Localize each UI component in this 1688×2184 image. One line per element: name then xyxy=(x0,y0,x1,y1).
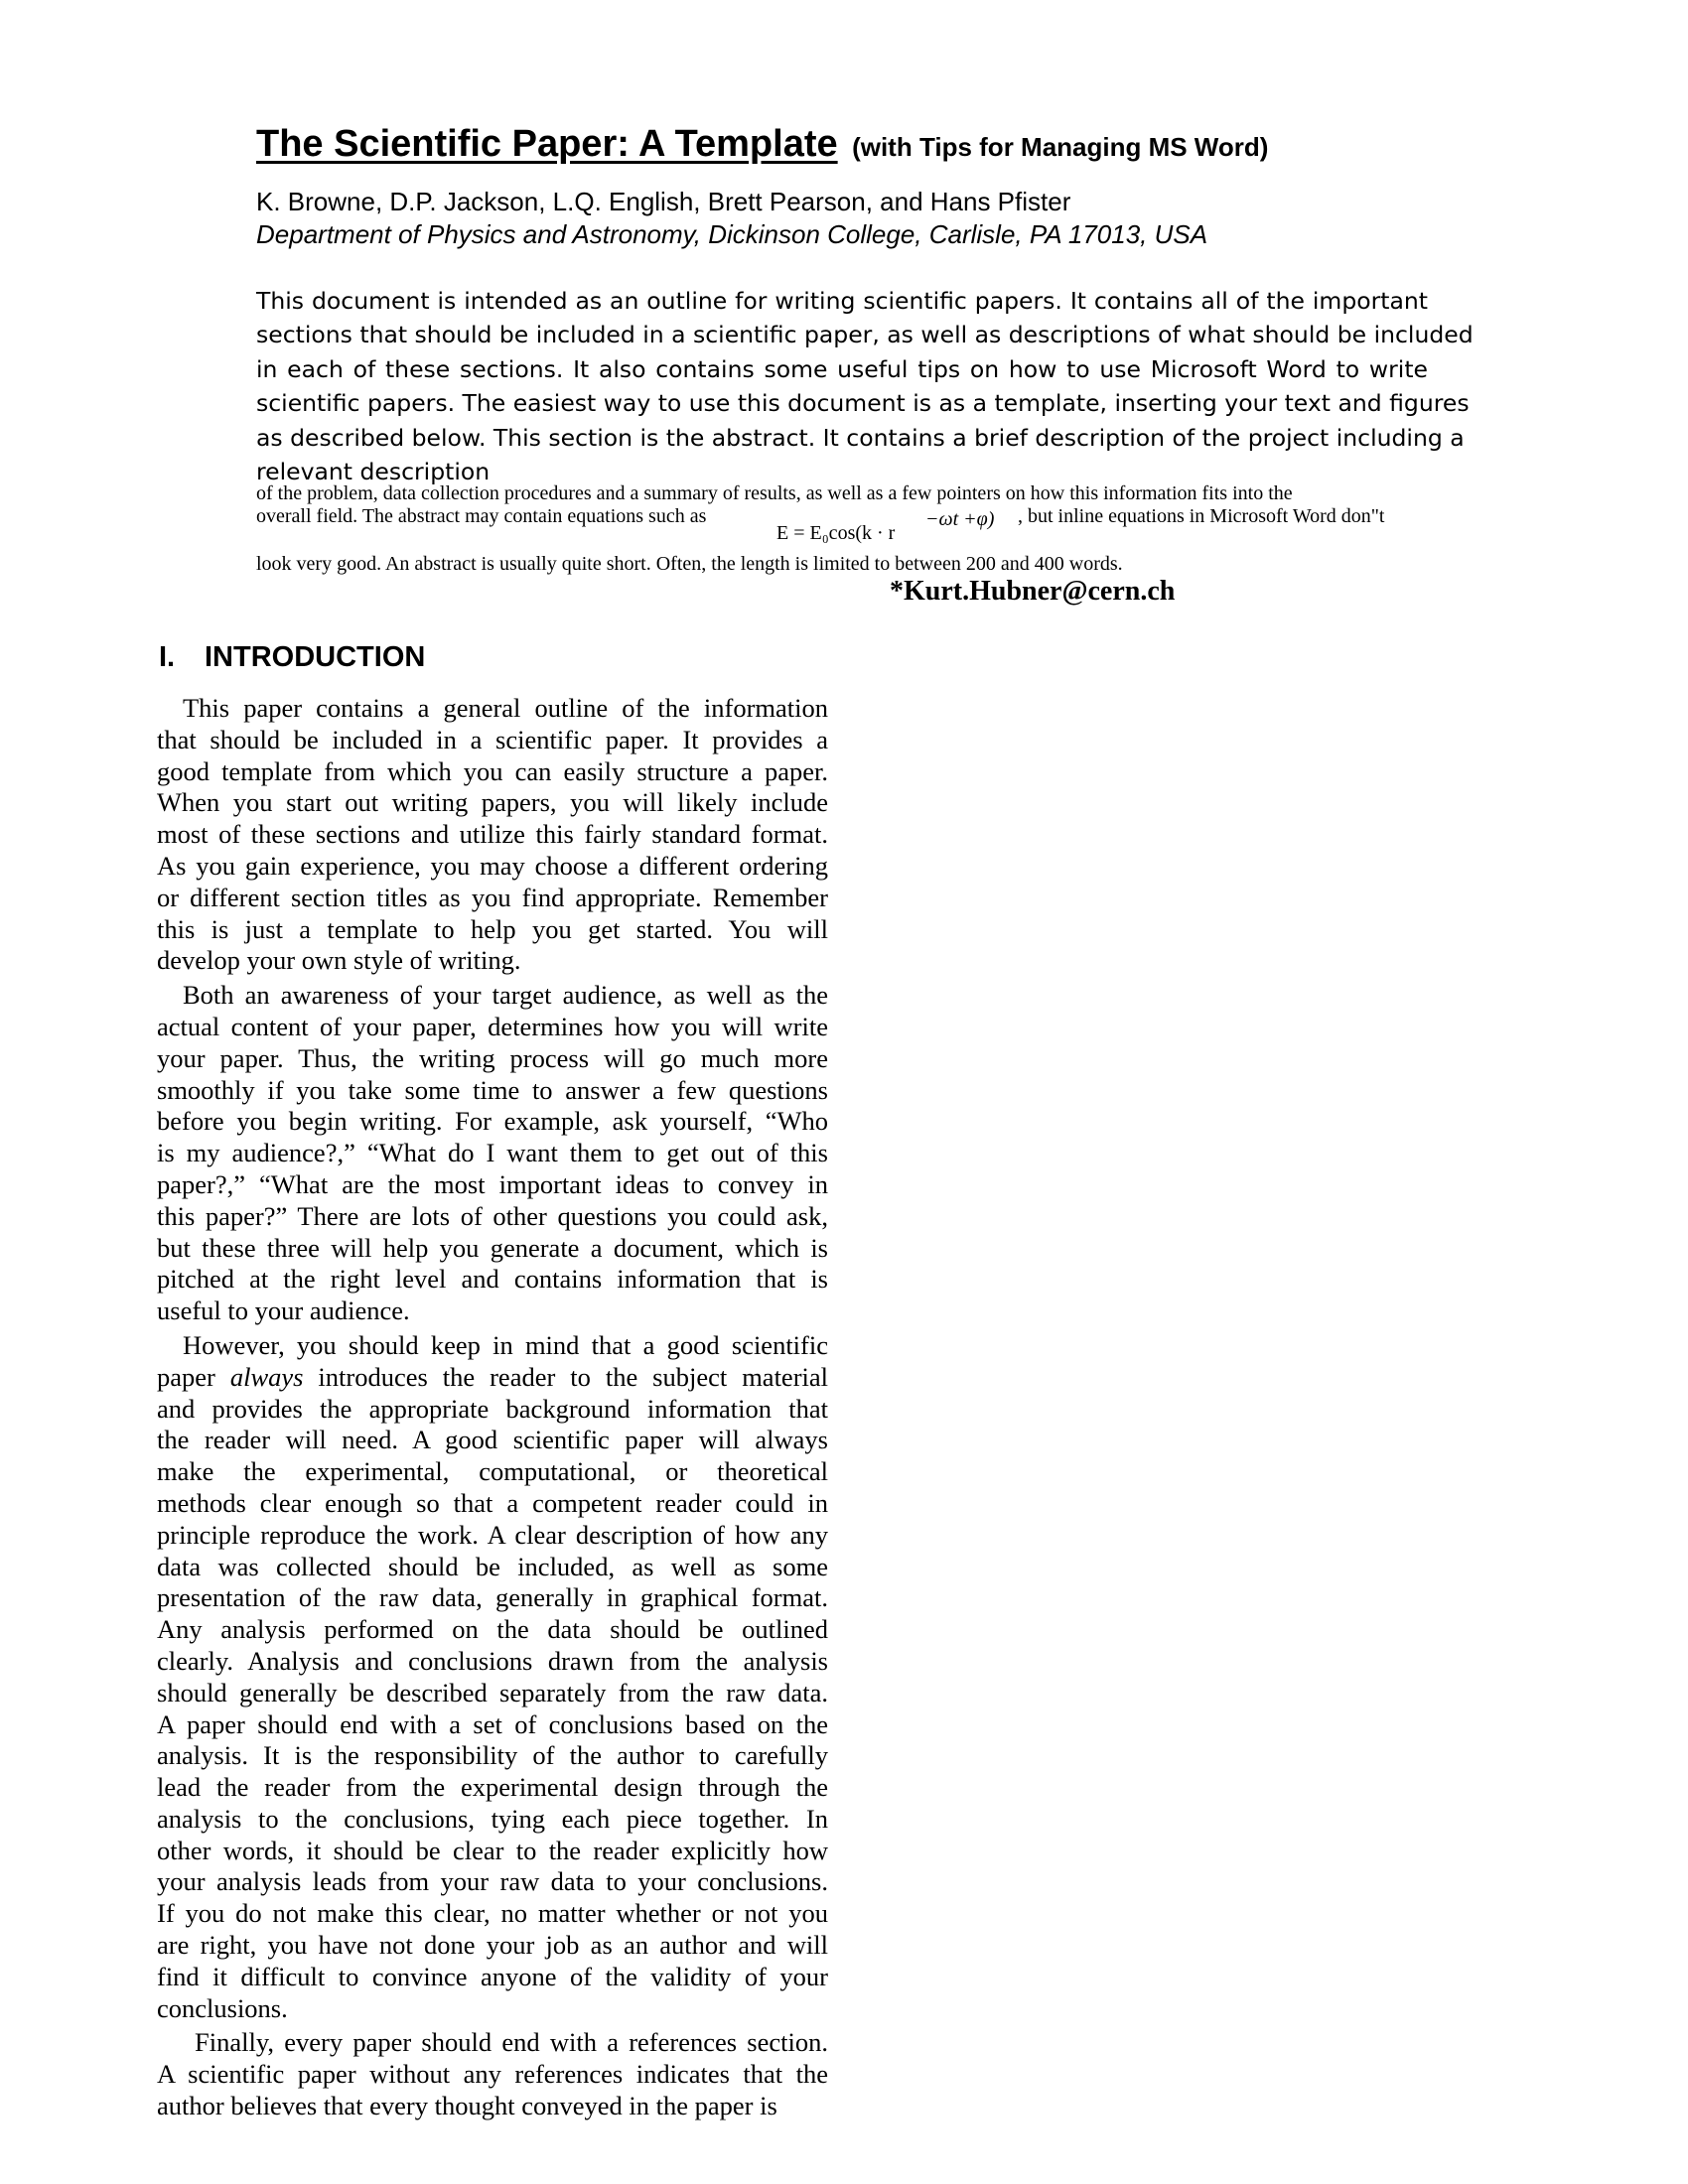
text-line: smoothly if you take some time to answer a few questions xyxy=(157,1074,828,1105)
text-line: your paper. Thus, the writing process will go much more xyxy=(157,1042,828,1073)
abstract-line: scientific papers. The easiest way to use this document is as a template, inserting your text and figures xyxy=(256,389,1470,418)
abstract-line: relevant description xyxy=(256,458,491,486)
abstract-continuation: overall field. The abstract may contain equations such as xyxy=(256,505,707,527)
text-line: data was collected should be included, as well as some xyxy=(157,1551,828,1581)
text-line: A paper should end with a set of conclusions based on the xyxy=(157,1708,828,1739)
text-line: pitched at the right level and contains information that is xyxy=(157,1264,828,1295)
text-line: are right, you have not done your job as an author and will xyxy=(157,1930,828,1961)
abstract xyxy=(256,284,1474,488)
text-line: good template from which you can easily structure a paper. xyxy=(157,755,828,786)
text-line: However, you should keep in mind that a good scientific xyxy=(183,1329,828,1360)
text-line: analysis to the conclusions, tying each piece together. In xyxy=(157,1803,828,1834)
authors: K. Browne, D.P. Jackson, L.Q. English, Brett Pearson, and Hans Pfister xyxy=(256,187,1071,216)
text-line: this is just a template to help you get started. You will xyxy=(157,913,828,944)
text-line: and provides the appropriate background information that xyxy=(157,1393,828,1424)
text-line xyxy=(157,1362,828,1394)
text-line: actual content of your paper, determines how you will write xyxy=(157,1011,828,1041)
text-line: that should be included in a scientific paper. It provides a xyxy=(157,724,828,754)
title-line xyxy=(256,123,1268,166)
text-line: this paper?” There are lots of other questions you could ask, xyxy=(157,1200,828,1231)
text-line: principle reproduce the work. A clear description of how any xyxy=(157,1519,828,1550)
text-line: methods clear enough so that a competent reader could in xyxy=(157,1487,828,1518)
text-line: useful to your audience. xyxy=(157,1296,410,1326)
introduction-body xyxy=(157,693,828,2125)
abstract-line: in each of these sections. It also contains some useful tips on how to use Microsoft Word to write xyxy=(256,354,1428,383)
equation-superscript: −ωt +φ) xyxy=(925,508,995,530)
abstract-line: This document is intended as an outline for writing scientific papers. It contains all of the important xyxy=(256,287,1428,315)
abstract-continuation: , but inline equations in Microsoft Word don"t xyxy=(1018,505,1385,527)
text-line: is my audience?,” “What do I want them to get out of this xyxy=(157,1138,828,1168)
text-line: your analysis leads from your raw data to your conclusions. xyxy=(157,1866,828,1897)
paragraph xyxy=(157,693,828,977)
section-title: INTRODUCTION xyxy=(205,641,426,673)
text-line: conclusions. xyxy=(157,1992,288,2023)
text-line: If you do not make this clear, no matter whether or not you xyxy=(157,1898,828,1929)
text-line: should generally be described separately from the raw data. xyxy=(157,1677,828,1707)
text-line: clearly. Analysis and conclusions drawn from the analysis xyxy=(157,1645,828,1676)
abstract-line: sections that should be included in a scientific paper, as well as descriptions of what should be included xyxy=(256,321,1474,349)
text-line: but these three will help you generate a document, which is xyxy=(157,1232,828,1263)
paper-title: The Scientific Paper: A Template xyxy=(256,123,838,165)
text-line: find it difficult to convince anyone of the validity of your xyxy=(157,1961,828,1991)
paragraph xyxy=(157,1330,828,2025)
text-line: make the experimental, computational, or theoretical xyxy=(157,1456,828,1487)
text-fragment: paper xyxy=(157,1361,215,1392)
emphasis: always xyxy=(229,1361,304,1392)
text-line: most of these sections and utilize this fairly standard format. xyxy=(157,819,828,850)
text-line: analysis. It is the responsibility of the author to carefully xyxy=(157,1740,828,1771)
text-line: the reader will need. A good scientific paper will always xyxy=(157,1425,828,1455)
text-line: lead the reader from the experimental design through the xyxy=(157,1772,828,1803)
text-line: This paper contains a general outline of the information xyxy=(183,693,828,723)
text-line: other words, it should be clear to the reader explicitly how xyxy=(157,1835,828,1865)
text-fragment: introduces the reader to the subject material xyxy=(318,1361,829,1392)
text-line: Both an awareness of your target audience, as well as the xyxy=(183,980,828,1011)
text-line: paper?,” “What are the most important ideas to convey in xyxy=(157,1168,828,1199)
text-line: presentation of the raw data, generally in graphical format. xyxy=(157,1582,828,1613)
equation-main: E = E₀cos(k · r xyxy=(776,522,896,544)
text-line: before you begin writing. For example, ask yourself, “Who xyxy=(157,1106,828,1137)
text-line: Any analysis performed on the data should be outlined xyxy=(157,1614,828,1645)
paper-subtitle: (with Tips for Managing MS Word) xyxy=(852,132,1269,162)
affiliation: Department of Physics and Astronomy, Dickinson College, Carlisle, PA 17013, USA xyxy=(256,219,1208,249)
abstract-continuation: of the problem, data collection procedures and a summary of results, as well as a few pointers on how this information fits into the xyxy=(256,482,1293,504)
contact-email[interactable]: *Kurt.Hubner@cern.ch xyxy=(890,576,1176,607)
text-line: author believes that every thought conveyed in the paper is xyxy=(157,2091,777,2121)
text-line: A scientific paper without any references indicates that the xyxy=(157,2059,828,2090)
text-line: When you start out writing papers, you will likely include xyxy=(157,787,828,818)
text-line: Finally, every paper should end with a references section. xyxy=(195,2027,828,2058)
paragraph xyxy=(157,980,828,1327)
abstract-line: as described below. This section is the abstract. It contains a brief description of the project including a xyxy=(256,423,1465,452)
text-line: As you gain experience, you may choose a different ordering xyxy=(157,850,828,881)
text-line: or different section titles as you find appropriate. Remember xyxy=(157,882,828,912)
paragraph xyxy=(157,2027,828,2121)
section-number: I. xyxy=(159,641,176,673)
text-line: develop your own style of writing. xyxy=(157,945,521,976)
abstract-continuation: look very good. An abstract is usually quite short. Often, the length is limited to between 200 and 400 words. xyxy=(256,553,1123,575)
section-heading xyxy=(159,641,425,674)
